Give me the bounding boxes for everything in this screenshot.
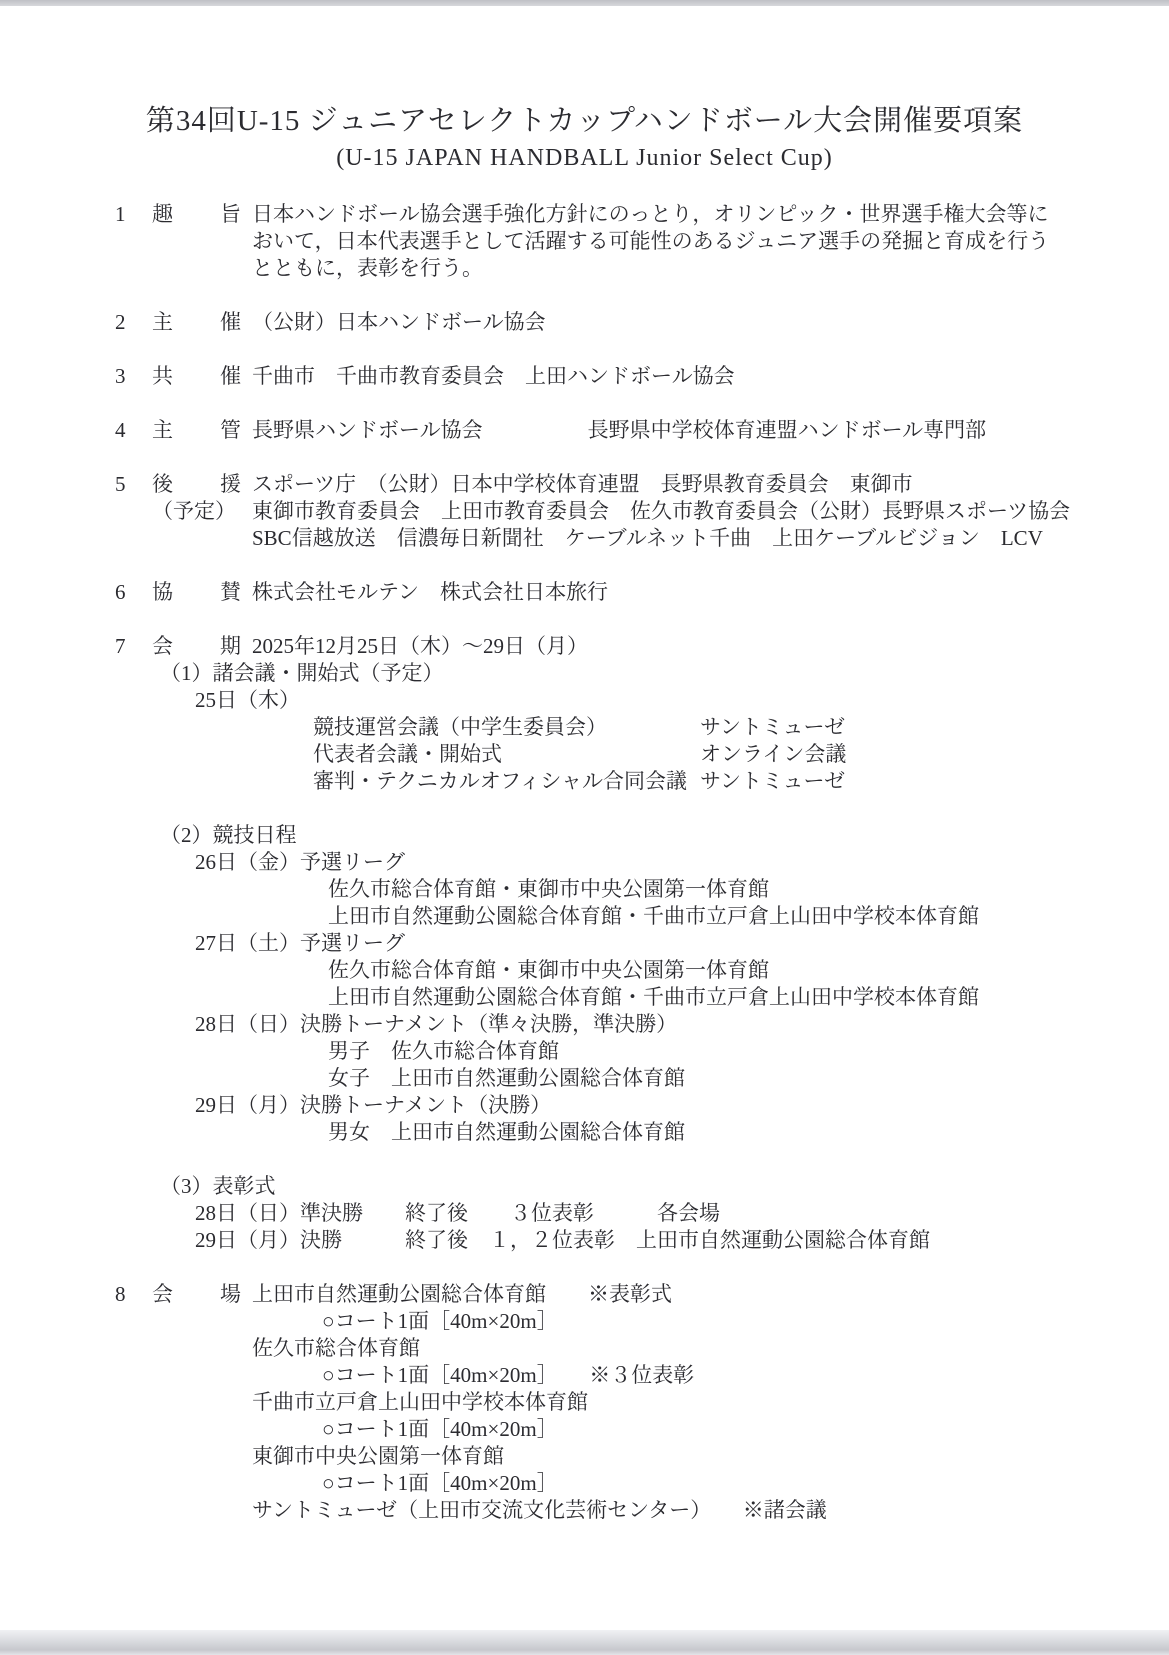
line-text: 競技運営会議（中学生委員会）	[313, 715, 607, 739]
document-line	[0, 687, 1169, 714]
document-line	[0, 741, 1169, 768]
document-line	[0, 768, 1169, 795]
document-line	[0, 822, 1169, 849]
document-body	[0, 201, 1169, 1524]
section-label: 主催	[152, 310, 288, 334]
document-line	[0, 309, 1169, 336]
document-line	[0, 660, 1169, 687]
document-line	[0, 1470, 1169, 1497]
line-text: 26日（金）予選リーグ	[195, 850, 405, 874]
document-line	[0, 1092, 1169, 1119]
line-text: スポーツ庁 （公財）日本中学校体育連盟 長野県教育委員会 東御市	[252, 472, 913, 496]
section-number: 5	[115, 472, 126, 496]
line-text: 佐久市総合体育館・東御市中央公園第一体育館	[328, 958, 769, 982]
document-line	[0, 1038, 1169, 1065]
line-text: 株式会社モルテン 株式会社日本旅行	[252, 580, 608, 604]
line-text: ○コート1面［40m×20m］	[322, 1471, 558, 1495]
document-line	[0, 201, 1169, 228]
line-right-column: サントミューゼ	[700, 769, 846, 793]
line-text: 27日（土）予選リーグ	[195, 931, 405, 955]
line-text: サントミューゼ（上田市交流文化芸術センター） ※諸会議	[252, 1498, 827, 1522]
section-number: 4	[115, 418, 126, 442]
line-text: 女子 上田市自然運動公園総合体育館	[328, 1066, 685, 1090]
line-text: SBC信越放送 信濃毎日新聞社 ケーブルネット千曲 上田ケーブルビジョン LCV	[252, 526, 1043, 550]
line-text: （公財）日本ハンドボール協会	[252, 310, 546, 334]
line-text: 佐久市総合体育館・東御市中央公園第一体育館	[328, 877, 769, 901]
line-text: 東御市教育委員会 上田市教育委員会 佐久市教育委員会（公財）長野県スポーツ協会	[252, 499, 1071, 523]
line-text: ○コート1面［40m×20m］	[322, 1309, 558, 1333]
document-line	[0, 1362, 1169, 1389]
section-label: 協賛	[152, 580, 288, 604]
line-text: 代表者会議・開始式	[313, 742, 502, 766]
document-line	[0, 1173, 1169, 1200]
section-label: 会場	[152, 1282, 288, 1306]
line-text: 28日（日）決勝トーナメント（準々決勝，準決勝）	[195, 1012, 678, 1036]
line-text: とともに，表彰を行う。	[252, 256, 483, 280]
document-line	[0, 228, 1169, 255]
section-number: 7	[115, 634, 126, 658]
line-text: おいて，日本代表選手として活躍する可能性のあるジュニア選手の発掘と育成を行う	[252, 229, 1050, 253]
line-text: 審判・テクニカルオフィシャル合同会議	[313, 769, 688, 793]
line-text: ○コート1面［40m×20m］ ※３位表彰	[322, 1363, 695, 1387]
document-title: 第34回U-15 ジュニアセレクトカップハンドボール大会開催要項案	[145, 105, 1024, 137]
document-line	[0, 1011, 1169, 1038]
line-text: 日本ハンドボール協会選手強化方針にのっとり，オリンピック・世界選手権大会等に	[252, 202, 1049, 226]
line-text: （1）諸会議・開始式（予定）	[160, 661, 444, 685]
document-line	[0, 1335, 1169, 1362]
document-line	[0, 1308, 1169, 1335]
document-line	[0, 255, 1169, 282]
document-line	[0, 1065, 1169, 1092]
document-line	[0, 1119, 1169, 1146]
document-subtitle: (U-15 JAPAN HANDBALL Junior Select Cup)	[336, 145, 833, 171]
document-line	[0, 417, 1169, 444]
line-text: 2025年12月25日（木）～29日（月）	[252, 634, 588, 658]
document-line	[0, 984, 1169, 1011]
section-label: 主管	[152, 418, 288, 442]
section-number: 3	[115, 364, 126, 388]
document-line	[0, 1200, 1169, 1227]
line-text: 千曲市立戸倉上山田中学校本体育館	[252, 1390, 588, 1414]
document-line	[0, 714, 1169, 741]
document-line	[0, 876, 1169, 903]
document-line	[0, 525, 1169, 552]
line-text: 千曲市 千曲市教育委員会 上田ハンドボール協会	[252, 364, 735, 388]
line-text: （3）表彰式	[160, 1174, 276, 1198]
line-text: 上田市自然運動公園総合体育館・千曲市立戸倉上山田中学校本体育館	[328, 985, 979, 1009]
section-number: 1	[115, 202, 126, 226]
line-text: 25日（木）	[195, 688, 300, 712]
section-label: 共催	[152, 364, 288, 388]
document-line	[0, 903, 1169, 930]
line-prefix: （予定）	[152, 499, 236, 523]
line-text: 29日（月）決勝 終了後 １，２位表彰 上田市自然運動公園総合体育館	[195, 1228, 930, 1252]
line-right-column: サントミューゼ	[700, 715, 846, 739]
line-text: （2）競技日程	[160, 823, 297, 847]
line-text: ○コート1面［40m×20m］	[322, 1417, 558, 1441]
section-number: 6	[115, 580, 126, 604]
photo-edge-bottom	[0, 1630, 1169, 1655]
section-label: 趣旨	[152, 202, 288, 226]
document-line	[0, 498, 1169, 525]
line-text: 上田市自然運動公園総合体育館・千曲市立戸倉上山田中学校本体育館	[328, 904, 979, 928]
line-text: 東御市中央公園第一体育館	[252, 1444, 504, 1468]
line-text: 男女 上田市自然運動公園総合体育館	[328, 1120, 685, 1144]
section-label: 後援	[152, 472, 288, 496]
document-page	[0, 6, 1169, 1630]
document-line	[0, 363, 1169, 390]
section-number: 2	[115, 310, 126, 334]
line-text: 佐久市総合体育館	[252, 1336, 420, 1360]
line-text: 男子 佐久市総合体育館	[328, 1039, 559, 1063]
document-line	[0, 1227, 1169, 1254]
line-text: 上田市自然運動公園総合体育館 ※表彰式	[252, 1282, 672, 1306]
line-text: 28日（日）準決勝 終了後 ３位表彰 各会場	[195, 1201, 720, 1225]
line-right-column: オンライン会議	[700, 742, 847, 766]
document-line	[0, 1497, 1169, 1524]
document-line	[0, 957, 1169, 984]
section-label: 会期	[152, 634, 288, 658]
document-line	[0, 1281, 1169, 1308]
document-line	[0, 930, 1169, 957]
line-text: 長野県ハンドボール協会 長野県中学校体育連盟ハンドボール専門部	[252, 418, 987, 442]
document-line	[0, 1389, 1169, 1416]
document-line	[0, 1416, 1169, 1443]
document-line	[0, 633, 1169, 660]
document-line	[0, 579, 1169, 606]
document-line	[0, 849, 1169, 876]
section-number: 8	[115, 1282, 126, 1306]
document-line	[0, 471, 1169, 498]
line-text: 29日（月）決勝トーナメント（決勝）	[195, 1093, 552, 1117]
document-line	[0, 1443, 1169, 1470]
